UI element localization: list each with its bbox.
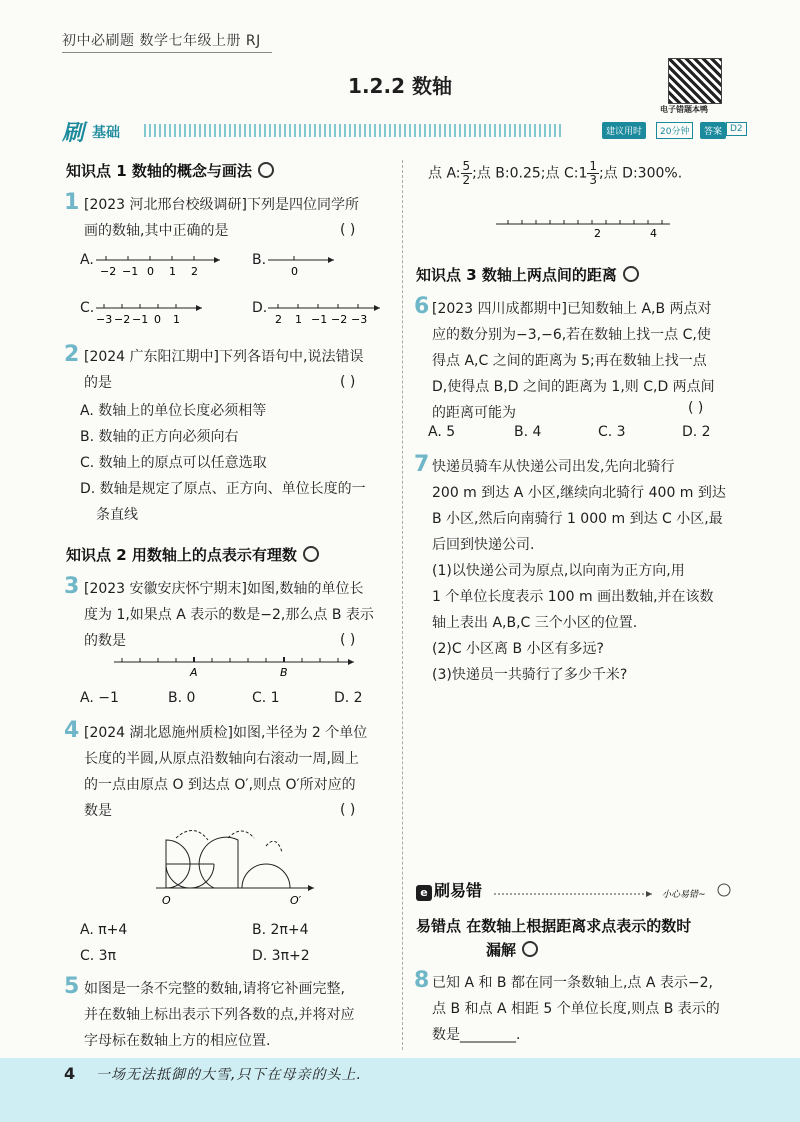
column-divider — [402, 160, 403, 1050]
option-a[interactable]: A. — [80, 252, 94, 268]
basics-band — [62, 118, 743, 146]
axis-d — [266, 296, 384, 328]
q6-text: [2023 四川成都期中]已知数轴上 A,B 两点对 应的数分别为−3,−6,若在数轴上找一点 C,使 得点 A,C 之间的距离为 5;再在数轴上找一点 D,使得点 B,D 之间的距离为 1,则 C,D 两点间 的距离可能为 — [432, 301, 715, 421]
option-c[interactable]: C. 3π — [80, 948, 117, 964]
option-c[interactable]: C. — [80, 300, 95, 316]
rolling-semicircle-figure — [150, 826, 320, 908]
time-value: 20分钟 — [656, 122, 693, 139]
q5-text: 如图是一条不完整的数轴,请将它补画完整, 并在数轴上标出表示下列各数的点,并将对应 字母标在数轴上方的相应位置. — [84, 981, 355, 1049]
tick-label: 0 — [291, 265, 298, 278]
qr-code-icon[interactable] — [668, 58, 722, 104]
option-a[interactable]: A. −1 — [80, 690, 119, 706]
fraction-c: $\frac{1}{3}$ — [589, 159, 598, 187]
answer-label: 答案 — [700, 122, 726, 139]
q8-text: 已知 A 和 B 都在同一条数轴上,点 A 表示−2, 点 B 和点 A 相距 5 个单位长度,则点 B 表示的 数是________. — [432, 975, 720, 1043]
page-number: 4 — [64, 1064, 76, 1083]
tick-label: −1 — [122, 265, 139, 278]
option-b[interactable]: B. 2π+4 — [252, 922, 309, 938]
answer-paren[interactable]: ( ) — [340, 374, 356, 390]
knowledge-point-1: 知识点 1 数轴的概念与画法 — [66, 160, 274, 181]
tick-label: −3 — [96, 313, 113, 326]
tick-label: 2 — [594, 227, 601, 240]
q3-text: [2023 安徽安庆怀宁期末]如图,数轴的单位长 度为 1,如果点 A 表示的数是−2,那么点 B 表示 的数是 — [84, 581, 374, 649]
error-prone-logo: e 刷易错 — [416, 878, 482, 901]
option-a[interactable]: A. 5 — [428, 424, 456, 440]
axis-c — [94, 296, 206, 328]
point-a-label: A — [190, 666, 198, 679]
option-b[interactable]: B. 0 — [168, 690, 196, 706]
q7-text: 快递员骑车从快递公司出发,先向北骑行 200 m 到达 A 小区,继续向北骑行 400 m 到达 B 小区,然后向南骑行 1 000 m 到达 C 小区,最 后回到快递公司. (1)以快递公司为原点,以向南为正方向,用 1 个单位长度表示 100 m 画出数轴,并在该数 轴上表出 A,B,C 三个小区的位置. (2)C 小区离 B 小区有多远? (3)快递员一共骑行了多少千米? — [432, 459, 726, 683]
target-icon — [303, 546, 319, 562]
tick-label: −2 — [100, 265, 117, 278]
answer-paren[interactable]: ( ) — [340, 802, 356, 818]
target-icon — [522, 941, 538, 957]
decorative-arrow — [492, 880, 742, 902]
tick-label: −1 — [311, 313, 328, 326]
q1-text: [2023 河北邢台校级调研]下列是四位同学所 画的数轴,其中正确的是 — [84, 197, 360, 239]
option-b[interactable]: B. 4 — [514, 424, 542, 440]
tick-label: −2 — [114, 313, 131, 326]
option-d[interactable]: D. — [252, 300, 268, 316]
tick-label: 1 — [295, 313, 302, 326]
q4-text: [2024 湖北恩施州质检]如图,半径为 2 个单位 长度的半圆,从原点沿数轴向右滚动一周,圆上 的一点由原点 O 到达点 O′,则点 O′所对应的 数是 — [84, 725, 368, 819]
tick-label: −2 — [331, 313, 348, 326]
tick-label: 1 — [169, 265, 176, 278]
option-d[interactable]: D. 2 — [334, 690, 363, 706]
tick-label: 2 — [191, 265, 198, 278]
question-number: 8 — [414, 968, 430, 993]
footer-band — [0, 1058, 800, 1122]
option-c[interactable]: C. 数轴上的原点可以任意选取 — [80, 455, 267, 471]
book-header: 初中必刷题 数学七年级上册 RJ — [62, 30, 261, 50]
question-number: 6 — [414, 294, 430, 319]
band-hatch — [144, 124, 564, 137]
answer-value: D2 — [726, 122, 747, 136]
answer-paren[interactable]: ( ) — [340, 222, 356, 238]
tick-label: 2 — [275, 313, 282, 326]
tick-label: −3 — [351, 313, 368, 326]
fraction-a: $\frac{5}{2}$ — [462, 159, 471, 187]
q5-points: 点 A: $\frac{5}{2}$ ;点 B:0.25;点 C:1 $\frac{1}{3}$ ;点 D:300%. — [428, 159, 683, 187]
question-number: 4 — [64, 718, 80, 743]
handwritten-note: 小心易错~ — [662, 890, 706, 900]
point-b-label: B — [280, 666, 288, 679]
q2-text: [2024 广东阳江期中]下列各语句中,说法错误 的是 — [84, 349, 364, 391]
question-number: 3 — [64, 574, 80, 599]
option-d[interactable]: D. 数轴是规定了原点、正方向、单位长度的一 — [80, 481, 366, 497]
knowledge-point-2: 知识点 2 用数轴上的点表示有理数 — [66, 544, 319, 565]
option-a[interactable]: A. 数轴上的单位长度必须相等 — [80, 403, 267, 419]
q2-options — [80, 398, 366, 528]
target-icon — [258, 162, 274, 178]
option-c[interactable]: C. 1 — [252, 690, 280, 706]
tick-label: 0 — [147, 265, 154, 278]
error-point-title: 易错点 在数轴上根据距离求点表示的数时 漏解 — [416, 917, 692, 959]
tick-label: 1 — [173, 313, 180, 326]
target-icon — [623, 266, 639, 282]
brand-logo: 刷 — [62, 121, 85, 146]
brand-label: 基础 — [92, 125, 120, 141]
knowledge-point-3: 知识点 3 数轴上两点间的距离 — [416, 264, 639, 285]
footer-quote: 一场无法抵御的大雪,只下在母亲的头上. — [96, 1067, 362, 1083]
option-c[interactable]: C. 3 — [598, 424, 626, 440]
q3-number-line — [112, 652, 358, 680]
tick-label: −1 — [132, 313, 149, 326]
error-badge-icon: e — [416, 885, 432, 901]
axis-a — [94, 248, 224, 280]
option-b[interactable]: B. — [252, 252, 267, 268]
question-number: 7 — [414, 452, 430, 477]
q5-incomplete-axis — [494, 214, 674, 240]
option-d[interactable]: D. 2 — [682, 424, 711, 440]
answer-paren[interactable]: ( ) — [688, 400, 704, 416]
axis-b — [266, 248, 338, 280]
section-title: 1.2.2 数轴 — [348, 74, 452, 98]
option-d[interactable]: D. 3π+2 — [252, 948, 310, 964]
time-label: 建议用时 — [602, 122, 646, 139]
option-d-cont: 条直线 — [96, 507, 138, 523]
option-b[interactable]: B. 数轴的正方向必须向右 — [80, 429, 239, 445]
tick-label: 4 — [650, 227, 657, 240]
tick-label: 0 — [154, 313, 161, 326]
answer-paren[interactable]: ( ) — [340, 632, 356, 648]
question-number: 1 — [64, 190, 80, 215]
option-a[interactable]: A. π+4 — [80, 922, 128, 938]
question-number: 2 — [64, 342, 80, 367]
end-point-label: O′ — [290, 894, 302, 907]
qr-caption: 电子错题本鸭 — [660, 105, 708, 114]
question-number: 5 — [64, 974, 80, 999]
origin-label: O — [162, 894, 171, 907]
